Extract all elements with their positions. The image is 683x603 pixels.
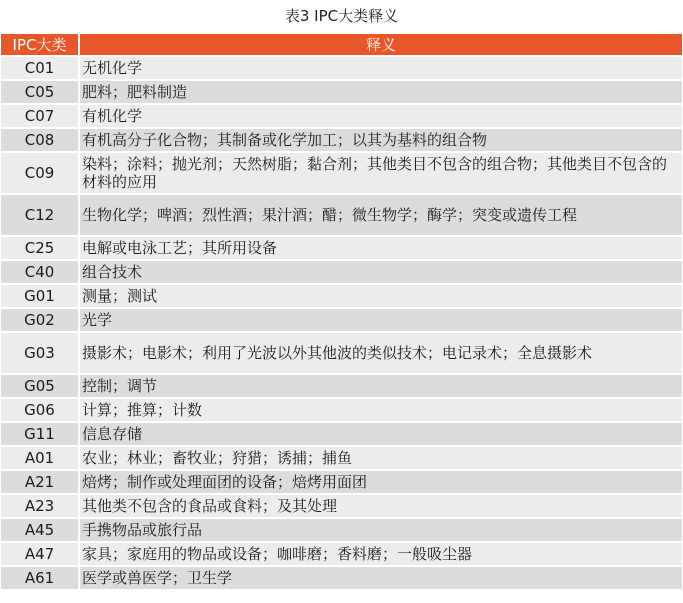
ipc-description-cell: 家具；家庭用的物品或设备；咖啡磨；香料磨；一般吸尘器 <box>79 542 682 566</box>
ipc-code-cell: A47 <box>1 542 79 566</box>
table-row <box>1 194 682 236</box>
ipc-description-cell: 有机化学 <box>79 104 682 128</box>
ipc-description-cell: 农业；林业；畜牧业；狩猎；诱捕；捕鱼 <box>79 446 682 470</box>
ipc-description-cell: 计算；推算；计数 <box>79 398 682 422</box>
ipc-description-cell: 摄影术；电影术；利用了光波以外其他波的类似技术；电记录术；全息摄影术 <box>79 332 682 374</box>
table-row <box>1 128 682 152</box>
ipc-code-cell: C01 <box>1 56 79 80</box>
ipc-description-cell: 焙烤；制作或处理面团的设备；焙烤用面团 <box>79 470 682 494</box>
ipc-code-cell: C07 <box>1 104 79 128</box>
ipc-code-cell: G03 <box>1 332 79 374</box>
ipc-code-cell: A21 <box>1 470 79 494</box>
ipc-code-cell: C05 <box>1 80 79 104</box>
ipc-description-cell: 医学或兽医学；卫生学 <box>79 566 682 590</box>
table-row <box>1 470 682 494</box>
ipc-description-cell: 测量；测试 <box>79 284 682 308</box>
ipc-code-cell: C25 <box>1 236 79 260</box>
table-row <box>1 260 682 284</box>
ipc-description-cell: 染料；涂料；抛光剂；天然树脂；黏合剂；其他类目不包含的组合物；其他类目不包含的材料的应用 <box>79 152 682 194</box>
ipc-code-cell: G06 <box>1 398 79 422</box>
table-row <box>1 56 682 80</box>
table-row <box>1 494 682 518</box>
header-ipc-class: IPC大类 <box>1 34 79 56</box>
ipc-description-cell: 组合技术 <box>79 260 682 284</box>
ipc-code-cell: C08 <box>1 128 79 152</box>
ipc-description-cell: 手携物品或旅行品 <box>79 518 682 542</box>
ipc-code-cell: G11 <box>1 422 79 446</box>
header-description: 释义 <box>79 34 682 56</box>
ipc-code-cell: A01 <box>1 446 79 470</box>
ipc-code-cell: G02 <box>1 308 79 332</box>
table-row <box>1 236 682 260</box>
ipc-code-cell: C12 <box>1 194 79 236</box>
table-row <box>1 446 682 470</box>
table-row <box>1 542 682 566</box>
table-row <box>1 284 682 308</box>
ipc-description-cell: 信息存储 <box>79 422 682 446</box>
table-row <box>1 422 682 446</box>
table-row <box>1 398 682 422</box>
ipc-description-cell: 其他类不包含的食品或食料；及其处理 <box>79 494 682 518</box>
table-row <box>1 152 682 194</box>
table-row <box>1 308 682 332</box>
ipc-description-cell: 无机化学 <box>79 56 682 80</box>
ipc-description-cell: 肥料；肥料制造 <box>79 80 682 104</box>
table-header-row <box>1 34 682 56</box>
table-row <box>1 566 682 590</box>
ipc-description-cell: 有机高分子化合物；其制备或化学加工；以其为基料的组合物 <box>79 128 682 152</box>
table-row <box>1 104 682 128</box>
ipc-table <box>1 34 682 591</box>
ipc-code-cell: C09 <box>1 152 79 194</box>
ipc-code-cell: G05 <box>1 374 79 398</box>
ipc-code-cell: A45 <box>1 518 79 542</box>
ipc-code-cell: C40 <box>1 260 79 284</box>
table-row <box>1 374 682 398</box>
table-row <box>1 80 682 104</box>
table-row <box>1 332 682 374</box>
ipc-description-cell: 控制；调节 <box>79 374 682 398</box>
ipc-code-cell: A61 <box>1 566 79 590</box>
ipc-description-cell: 电解或电泳工艺；其所用设备 <box>79 236 682 260</box>
ipc-description-cell: 生物化学；啤酒；烈性酒；果汁酒；醋；微生物学；酶学；突变或遗传工程 <box>79 194 682 236</box>
ipc-code-cell: G01 <box>1 284 79 308</box>
table-caption: 表3 IPC大类释义 <box>284 7 399 25</box>
table-row <box>1 518 682 542</box>
ipc-code-cell: A23 <box>1 494 79 518</box>
ipc-description-cell: 光学 <box>79 308 682 332</box>
